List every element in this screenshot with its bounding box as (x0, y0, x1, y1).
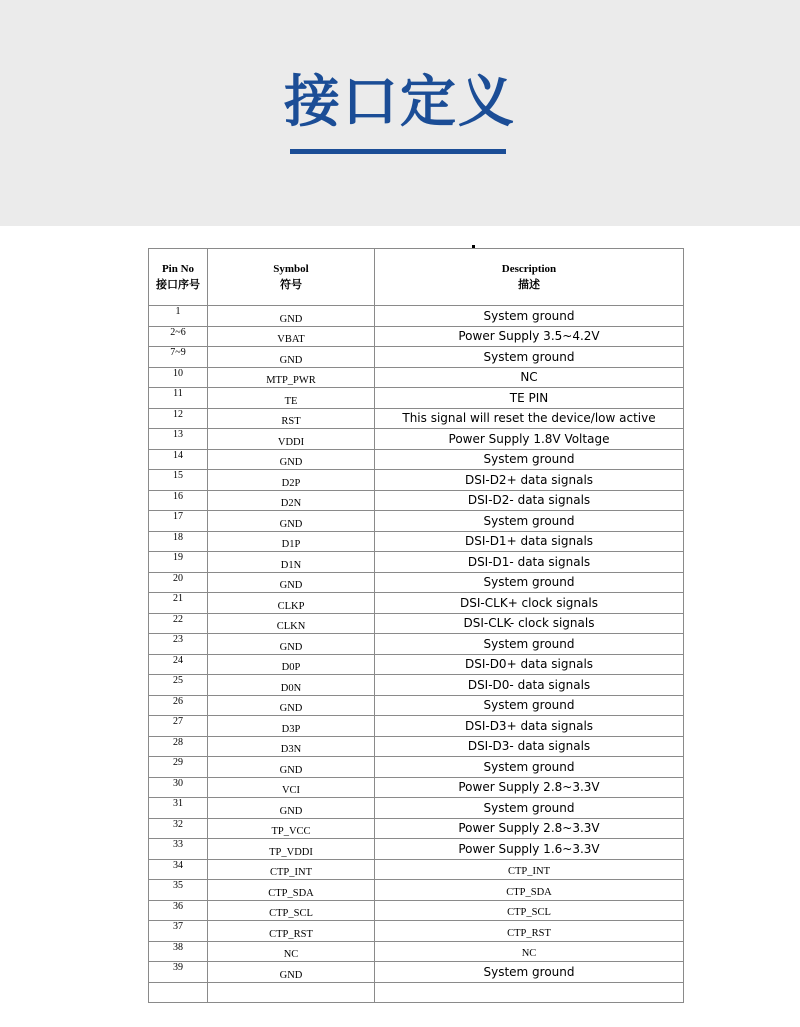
description-cell: Power Supply 3.5~4.2V (375, 326, 684, 347)
description-cell: DSI-D1- data signals (375, 552, 684, 573)
pin-number-cell: 21 (149, 593, 208, 614)
table-row (149, 449, 684, 470)
table-row (149, 367, 684, 388)
description-cell: Power Supply 1.6~3.3V (375, 839, 684, 860)
pin-number-cell: 14 (149, 449, 208, 470)
pin-number-cell: 35 (149, 880, 208, 901)
table-row (149, 552, 684, 573)
symbol-cell: NC (208, 941, 375, 962)
description-cell: System ground (375, 757, 684, 778)
pin-number-cell: 12 (149, 408, 208, 429)
description-cell: Power Supply 2.8~3.3V (375, 777, 684, 798)
symbol-cell: GND (208, 757, 375, 778)
symbol-cell: D2N (208, 490, 375, 511)
empty-cell (375, 982, 684, 1003)
description-cell: CTP_SDA (375, 880, 684, 901)
description-cell: DSI-D1+ data signals (375, 531, 684, 552)
table-row (149, 347, 684, 368)
table-row (149, 613, 684, 634)
pin-number-cell: 37 (149, 921, 208, 942)
empty-cell (208, 982, 375, 1003)
symbol-cell: CTP_SDA (208, 880, 375, 901)
table-row (149, 859, 684, 880)
pin-number-cell: 1 (149, 306, 208, 327)
pin-number-cell: 34 (149, 859, 208, 880)
table-row (149, 900, 684, 921)
symbol-cell: GND (208, 572, 375, 593)
symbol-cell: GND (208, 695, 375, 716)
empty-table-row (149, 982, 684, 1003)
pin-number-cell: 7~9 (149, 347, 208, 368)
column-header-description-en: Description (501, 263, 557, 275)
pin-number-cell: 19 (149, 552, 208, 573)
description-cell: System ground (375, 511, 684, 532)
symbol-cell: D0N (208, 675, 375, 696)
description-cell: CTP_RST (375, 921, 684, 942)
table-row (149, 818, 684, 839)
symbol-cell: D3N (208, 736, 375, 757)
symbol-cell: CTP_INT (208, 859, 375, 880)
pin-number-cell: 30 (149, 777, 208, 798)
description-cell: CTP_SCL (375, 900, 684, 921)
description-cell: System ground (375, 572, 684, 593)
symbol-cell: GND (208, 511, 375, 532)
table-row (149, 572, 684, 593)
pin-number-cell: 33 (149, 839, 208, 860)
column-header-description (375, 249, 684, 306)
description-cell: DSI-D0+ data signals (375, 654, 684, 675)
pin-number-cell: 11 (149, 388, 208, 409)
column-header-pin (149, 249, 208, 306)
table-row (149, 736, 684, 757)
pin-number-cell: 13 (149, 429, 208, 450)
description-cell: CTP_INT (375, 859, 684, 880)
column-header-symbol (208, 249, 375, 306)
symbol-cell: GND (208, 347, 375, 368)
pin-number-cell: 20 (149, 572, 208, 593)
pin-definition-table (148, 248, 684, 1003)
symbol-cell: D0P (208, 654, 375, 675)
description-cell: NC (375, 941, 684, 962)
pin-number-cell: 26 (149, 695, 208, 716)
symbol-cell: RST (208, 408, 375, 429)
description-cell: System ground (375, 347, 684, 368)
table-row (149, 429, 684, 450)
symbol-cell: CTP_RST (208, 921, 375, 942)
table-row (149, 716, 684, 737)
pin-number-cell: 18 (149, 531, 208, 552)
content-area (0, 226, 800, 1027)
description-cell: System ground (375, 306, 684, 327)
description-cell: DSI-CLK- clock signals (375, 613, 684, 634)
description-cell: System ground (375, 695, 684, 716)
pin-number-cell: 16 (149, 490, 208, 511)
description-cell: DSI-CLK+ clock signals (375, 593, 684, 614)
symbol-cell: TP_VCC (208, 818, 375, 839)
description-cell: DSI-D0- data signals (375, 675, 684, 696)
table-row (149, 306, 684, 327)
pin-number-cell: 27 (149, 716, 208, 737)
description-cell: Power Supply 2.8~3.3V (375, 818, 684, 839)
table-row (149, 921, 684, 942)
description-cell: System ground (375, 634, 684, 655)
pin-number-cell: 31 (149, 798, 208, 819)
table-row (149, 511, 684, 532)
description-cell: DSI-D2+ data signals (375, 470, 684, 491)
pin-number-cell: 32 (149, 818, 208, 839)
description-cell: System ground (375, 962, 684, 983)
column-header-pin-cn: 接口序号 (156, 279, 200, 291)
symbol-cell: CTP_SCL (208, 900, 375, 921)
symbol-cell: TP_VDDI (208, 839, 375, 860)
table-row (149, 880, 684, 901)
pin-number-cell: 29 (149, 757, 208, 778)
symbol-cell: D2P (208, 470, 375, 491)
column-header-description-cn: 描述 (518, 279, 540, 291)
pin-number-cell: 25 (149, 675, 208, 696)
empty-cell (149, 982, 208, 1003)
description-cell: DSI-D3+ data signals (375, 716, 684, 737)
description-cell: DSI-D3- data signals (375, 736, 684, 757)
table-body (149, 306, 684, 1003)
page-header (0, 0, 800, 226)
table-row (149, 654, 684, 675)
table-row (149, 531, 684, 552)
table-row (149, 757, 684, 778)
pin-number-cell: 39 (149, 962, 208, 983)
symbol-cell: VCI (208, 777, 375, 798)
table-row (149, 388, 684, 409)
table-row (149, 470, 684, 491)
symbol-cell: VDDI (208, 429, 375, 450)
symbol-cell: GND (208, 962, 375, 983)
description-cell: This signal will reset the device/low active (375, 408, 684, 429)
pin-number-cell: 36 (149, 900, 208, 921)
pin-number-cell: 23 (149, 634, 208, 655)
table-row (149, 695, 684, 716)
symbol-cell: CLKP (208, 593, 375, 614)
pin-number-cell: 22 (149, 613, 208, 634)
pin-number-cell: 2~6 (149, 326, 208, 347)
symbol-cell: CLKN (208, 613, 375, 634)
table-row (149, 634, 684, 655)
pin-number-cell: 38 (149, 941, 208, 962)
description-cell: NC (375, 367, 684, 388)
pin-number-cell: 10 (149, 367, 208, 388)
symbol-cell: GND (208, 449, 375, 470)
column-header-symbol-cn: 符号 (280, 279, 302, 291)
pin-number-cell: 28 (149, 736, 208, 757)
table-header-row (149, 249, 684, 306)
symbol-cell: GND (208, 798, 375, 819)
column-header-symbol-en: Symbol (273, 263, 309, 275)
page-title: 接口定义 (284, 70, 516, 135)
description-cell: Power Supply 1.8V Voltage (375, 429, 684, 450)
table-row (149, 408, 684, 429)
table-row (149, 839, 684, 860)
table-row (149, 326, 684, 347)
table-row (149, 798, 684, 819)
column-header-pin-en: Pin No (161, 263, 195, 275)
symbol-cell: MTP_PWR (208, 367, 375, 388)
table-row (149, 962, 684, 983)
title-underline (290, 149, 506, 154)
symbol-cell: D1N (208, 552, 375, 573)
description-cell: TE PIN (375, 388, 684, 409)
symbol-cell: TE (208, 388, 375, 409)
symbol-cell: GND (208, 634, 375, 655)
symbol-cell: D1P (208, 531, 375, 552)
symbol-cell: VBAT (208, 326, 375, 347)
description-cell: DSI-D2- data signals (375, 490, 684, 511)
pin-number-cell: 24 (149, 654, 208, 675)
table-row (149, 941, 684, 962)
pin-number-cell: 15 (149, 470, 208, 491)
table-row (149, 593, 684, 614)
table-row (149, 490, 684, 511)
description-cell: System ground (375, 449, 684, 470)
table-row (149, 777, 684, 798)
symbol-cell: D3P (208, 716, 375, 737)
pin-number-cell: 17 (149, 511, 208, 532)
symbol-cell: GND (208, 306, 375, 327)
description-cell: System ground (375, 798, 684, 819)
table-row (149, 675, 684, 696)
